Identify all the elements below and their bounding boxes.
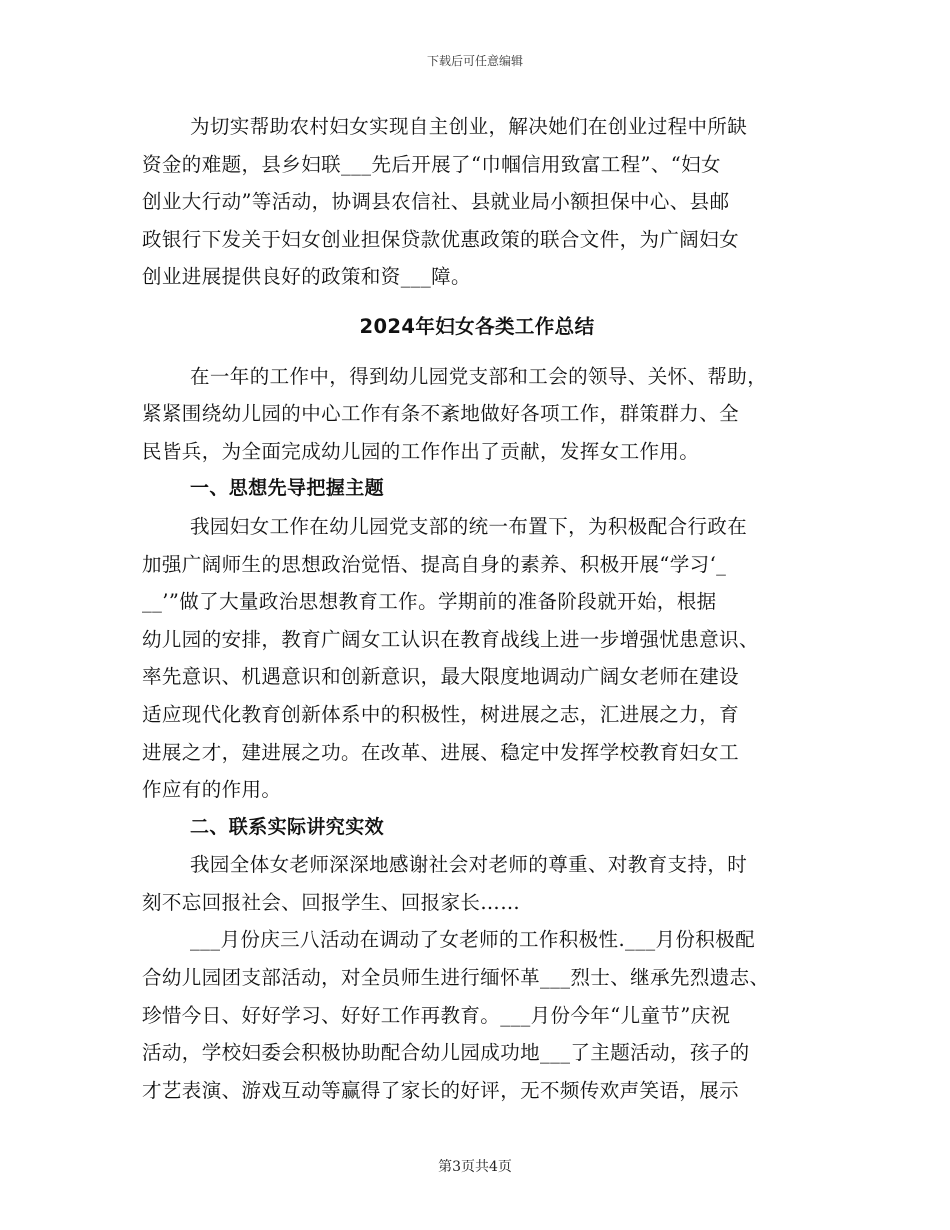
para1-line: 在一年的工作中，得到幼儿园党支部和工会的领导、关怀、帮助， [190, 364, 768, 388]
section2-line: 刻不忘回报社会、回报学生、回报家长…… [142, 890, 521, 914]
section1-line: 作应有的作用。 [142, 778, 282, 802]
para1-line: 紧紧围绕幼儿园的中心工作有条不紊地做好各项工作，群策群力、全 [142, 402, 740, 426]
section1-line: 幼儿园的安排，教育广阔女工认识在教育战线上进一步增强忧患意识、 [142, 627, 759, 651]
section1-line: 进展之才，建进展之功。在改革、进展、稳定中发挥学校教育妇女工 [142, 740, 740, 764]
intro-line: 为切实帮助农村妇女实现自主创业，解决她们在创业过程中所缺 [190, 115, 748, 138]
section1-heading: 一、思想先导把握主题 [190, 477, 385, 500]
section2-line: 我园全体女老师深深地感谢社会对老师的尊重、对教育支持，时 [190, 853, 748, 877]
section2-heading: 二、联系实际讲究实效 [190, 815, 385, 838]
para1-line: 民皆兵，为全面完成幼儿园的工作作出了贡献，发挥女工作用。 [142, 439, 700, 463]
section1-line: __’”做了大量政治思想教育工作。学期前的准备阶段就开始，根据 [142, 590, 717, 614]
intro-line: 创业进展提供良好的政策和资___障。 [142, 265, 471, 289]
section2-line: ___月份庆三八活动在调动了女老师的工作积极性.___月份积极配 [190, 928, 755, 952]
section1-line: 率先意识、机遇意识和创新意识，最大限度地调动广阔女老师在建设 [142, 665, 740, 689]
page-header: 下载后可任意编辑 [426, 54, 523, 68]
intro-line: 资金的难题，县乡妇联___先后开展了“巾帼信用致富工程”、“妇女 [142, 152, 721, 176]
page-footer: 第3页共4页 [438, 1159, 512, 1175]
section2-line: 合幼儿园团支部活动，对全员师生进行缅怀革___烈士、继承先烈遗志、 [142, 966, 770, 990]
section1-line: 加强广阔师生的思想政治觉悟、提高自身的素养、积极开展“学习‘_ [142, 552, 727, 576]
document-title: 2024年妇女各类工作总结 [359, 314, 595, 338]
section2-line: 活动，学校妇委会积极协助配合幼儿园成功地___了主题活动，孩子的 [142, 1041, 750, 1065]
intro-line: 政银行下发关于妇女创业担保贷款优惠政策的联合文件，为广阔妇女 [142, 227, 740, 251]
section2-line: 才艺表演、游戏互动等赢得了家长的好评，无不频传欢声笑语，展示 [142, 1078, 740, 1102]
section1-line: 适应现代化教育创新体系中的积极性，树进展之志，汇进展之力，育 [142, 702, 740, 726]
intro-line: 创业大行动”等活动，协调县农信社、县就业局小额担保中心、县邮 [142, 190, 730, 214]
document-body [142, 108, 812, 1109]
section1-line: 我园妇女工作在幼儿园党支部的统一布置下，为积极配合行政在 [190, 514, 748, 538]
section2-line: 珍惜今日、好好学习、好好工作再教育。___月份今年“儿童节”庆祝 [142, 1003, 731, 1027]
